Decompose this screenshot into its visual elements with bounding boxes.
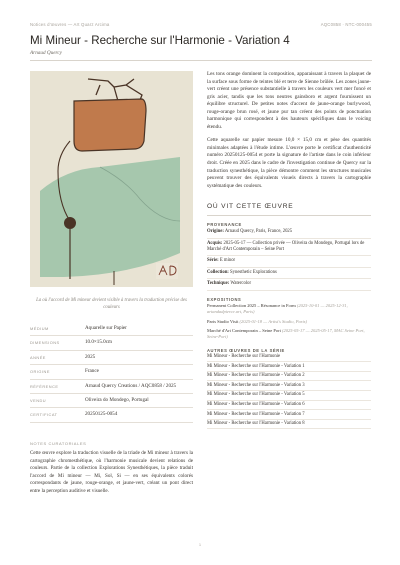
description-paragraph: Les tons orange dominent la composition, apparaissant à travers la plaquet de la surface sous forme de teintes blé et terre de Sienne brûlée. Les zones jaune-vert créent une présence substantielle à travers les couleurs vert mer foncé et gris acier, tandis que les tons neutres gainsboro et argent fournissent un équilibre structurel. De petites notes d'accent de jaune-orange burlywood, rouge-orange brun rosé, et jaune pur tan créent des points de ponctuation harmonique qui correspondent à des hauteurs spécifiques dans le voicing étendu. xyxy=(207,71,371,130)
artwork-signature-box xyxy=(156,263,178,279)
artwork-dark-dot xyxy=(64,217,76,229)
series-link[interactable]: Mi Mineur - Recherche sur l'Harmonie xyxy=(207,353,371,363)
provenance-series xyxy=(207,256,371,267)
exhibition-detail: (2025-01-18 — Artist's Studio, Paris) xyxy=(239,318,308,324)
header-divider xyxy=(30,60,372,61)
provenance-label: Collection: xyxy=(207,269,229,275)
page-number: 1 xyxy=(198,542,202,547)
meta-row-medium xyxy=(30,322,193,336)
provenance-label: Acquis: xyxy=(207,240,223,246)
metadata-table xyxy=(30,322,193,423)
provenance-collection xyxy=(207,268,371,279)
provenance-label: Série: xyxy=(207,258,219,264)
series-link[interactable]: Mi Mineur - Recherche sur l'Harmonie - Variation 3 xyxy=(207,381,371,391)
meta-value: 20250125-0054 xyxy=(85,411,118,418)
provenance-heading: PROVENANCE xyxy=(207,222,242,228)
exhibition-name: Marché d'Art Contemporain – Seine Port xyxy=(207,327,281,333)
provenance-acquired xyxy=(207,239,371,257)
meta-value: Oliveira do Mondego, Portugal xyxy=(85,397,149,404)
artist-name: Arnaud Quercy xyxy=(30,50,62,56)
series-heading: AUTRES ŒUVRES DE LA SÉRIE xyxy=(207,347,285,353)
meta-row-certificate xyxy=(30,408,193,422)
meta-key: DIMENSIONS xyxy=(30,340,60,346)
exhibition-item xyxy=(207,326,371,341)
meta-value: 2025 xyxy=(85,353,96,360)
exhibition-item xyxy=(207,317,371,326)
meta-key: MÉDIUM xyxy=(30,326,49,331)
provenance-text: 2025-05-17 — Collection privée — Oliveira do Mondego, Portugal lors de Marché d'Art Contemporain – Seine Port xyxy=(207,240,365,253)
provenance-label: Origine: xyxy=(207,229,224,235)
curatorial-notes xyxy=(30,441,193,496)
description-paragraph: Cette aquarelle sur papier mesure 10,0 × 15,0 cm et pèse des quantités minimales adaptées à l'étude intime. L'œuvre porte le certificat d'authenticité numéro 20250125-0054 et porte la signature de l'artiste dans le coin inférieur droit. Créée en 2025 dans le cadre de l'investigation continue de Quercy sur la traduction synesthétique, la pièce démontre comment les structures musicales peuvent trouver des équivalents visuels directs à travers la cartographie systématique des couleurs. xyxy=(207,137,371,189)
artwork-image xyxy=(30,71,193,287)
exhibition-name: Permanent Collection 2025 – Résonance in Form xyxy=(207,303,296,309)
series-link[interactable]: Mi Mineur - Recherche sur l'Harmonie - Variation 2 xyxy=(207,372,371,382)
exhibition-detail: (2025-10-01 — 2025-12-31, artandadpierce.art, Paris) xyxy=(207,303,348,315)
meta-key: VENDU xyxy=(30,398,47,404)
meta-key: ORIGINE xyxy=(30,369,50,375)
series-link[interactable]: Mi Mineur - Recherche sur l'Harmonie - Variation 6 xyxy=(207,401,371,411)
top-bar xyxy=(30,22,372,27)
provenance-origin xyxy=(207,227,371,238)
provenance-text: E minor xyxy=(219,258,236,264)
meta-value: France xyxy=(85,368,99,375)
breadcrumb[interactable]: Notices d'œuvres — Art Quarz Arcima xyxy=(30,22,110,27)
meta-value: 10.0×15.0cm xyxy=(85,339,112,346)
series-link[interactable]: Mi Mineur - Recherche sur l'Harmonie - Variation 7 xyxy=(207,410,371,420)
provenance-label: Technique: xyxy=(207,281,230,287)
meta-row-reference xyxy=(30,380,193,394)
header xyxy=(30,22,372,61)
series-link[interactable]: Mi Mineur - Recherche sur l'Harmonie - Variation 8 xyxy=(207,420,371,430)
notes-text: Cette œuvre explore la traduction visuelle de la triade de Mi mineur à travers la cartographie chromesthétique, où l'harmonie musicale devient relations de couleurs. Partie de la collection Explorations Synesthétiques, la pièce traduit l'accord de Mi mineur — Mi, Sol, Si — en ses équivalents colorés correspondants de jaune, rouge-orange, et jaune-vert, créant un pont direct entre la perception auditive et visuelle. xyxy=(30,450,193,494)
provenance-text: Watercolor xyxy=(230,281,252,287)
series-link[interactable]: Mi Mineur - Recherche sur l'Harmonie - Variation 5 xyxy=(207,391,371,401)
provenance-technique xyxy=(207,279,371,290)
exhibitions-heading: EXPOSITIONS xyxy=(207,296,242,302)
meta-key: ANNÉE xyxy=(30,354,46,360)
provenance-text: Synesthetic Explorations xyxy=(230,269,277,275)
series-link[interactable]: Mi Mineur - Recherche sur l'Harmonie - Variation 1 xyxy=(207,362,371,372)
meta-row-sold xyxy=(30,394,193,408)
artwork-caption: La où l'accord de Mi mineur devient visible à travers la traduction précise des couleurs xyxy=(36,298,187,311)
meta-value: Arnaud Quercy Creations / AQC0858 / 2025 xyxy=(85,382,177,389)
artwork-orange-block xyxy=(74,99,146,151)
meta-key: RÉFÉRENCE xyxy=(30,383,59,389)
meta-row-origin xyxy=(30,365,193,379)
notes-heading: NOTES CURATORIALES xyxy=(30,441,87,446)
meta-value: Aquarelle sur Papier xyxy=(85,325,127,331)
meta-row-year xyxy=(30,351,193,365)
exhibition-detail: (2025-05-17 — 2025-05-17, MAC Seine Port, Seine-Port) xyxy=(207,327,365,339)
series-list xyxy=(207,353,371,430)
meta-key: CERTIFICAT xyxy=(30,412,58,418)
description-column xyxy=(207,71,371,429)
reference-code: AQC0858 · NTC-000455 xyxy=(320,22,372,27)
exhibition-item xyxy=(207,302,371,317)
meta-row-dimensions xyxy=(30,336,193,350)
where-title: OÙ VIT CETTE ŒUVRE xyxy=(207,203,371,216)
page-title: Mi Mineur - Recherche sur l'Harmonie - Variation 4 xyxy=(30,34,290,47)
exhibition-name: Paris Studio Visit xyxy=(207,318,239,324)
provenance-text: Arnaud Quercy, Paris, France, 2025 xyxy=(224,229,293,235)
